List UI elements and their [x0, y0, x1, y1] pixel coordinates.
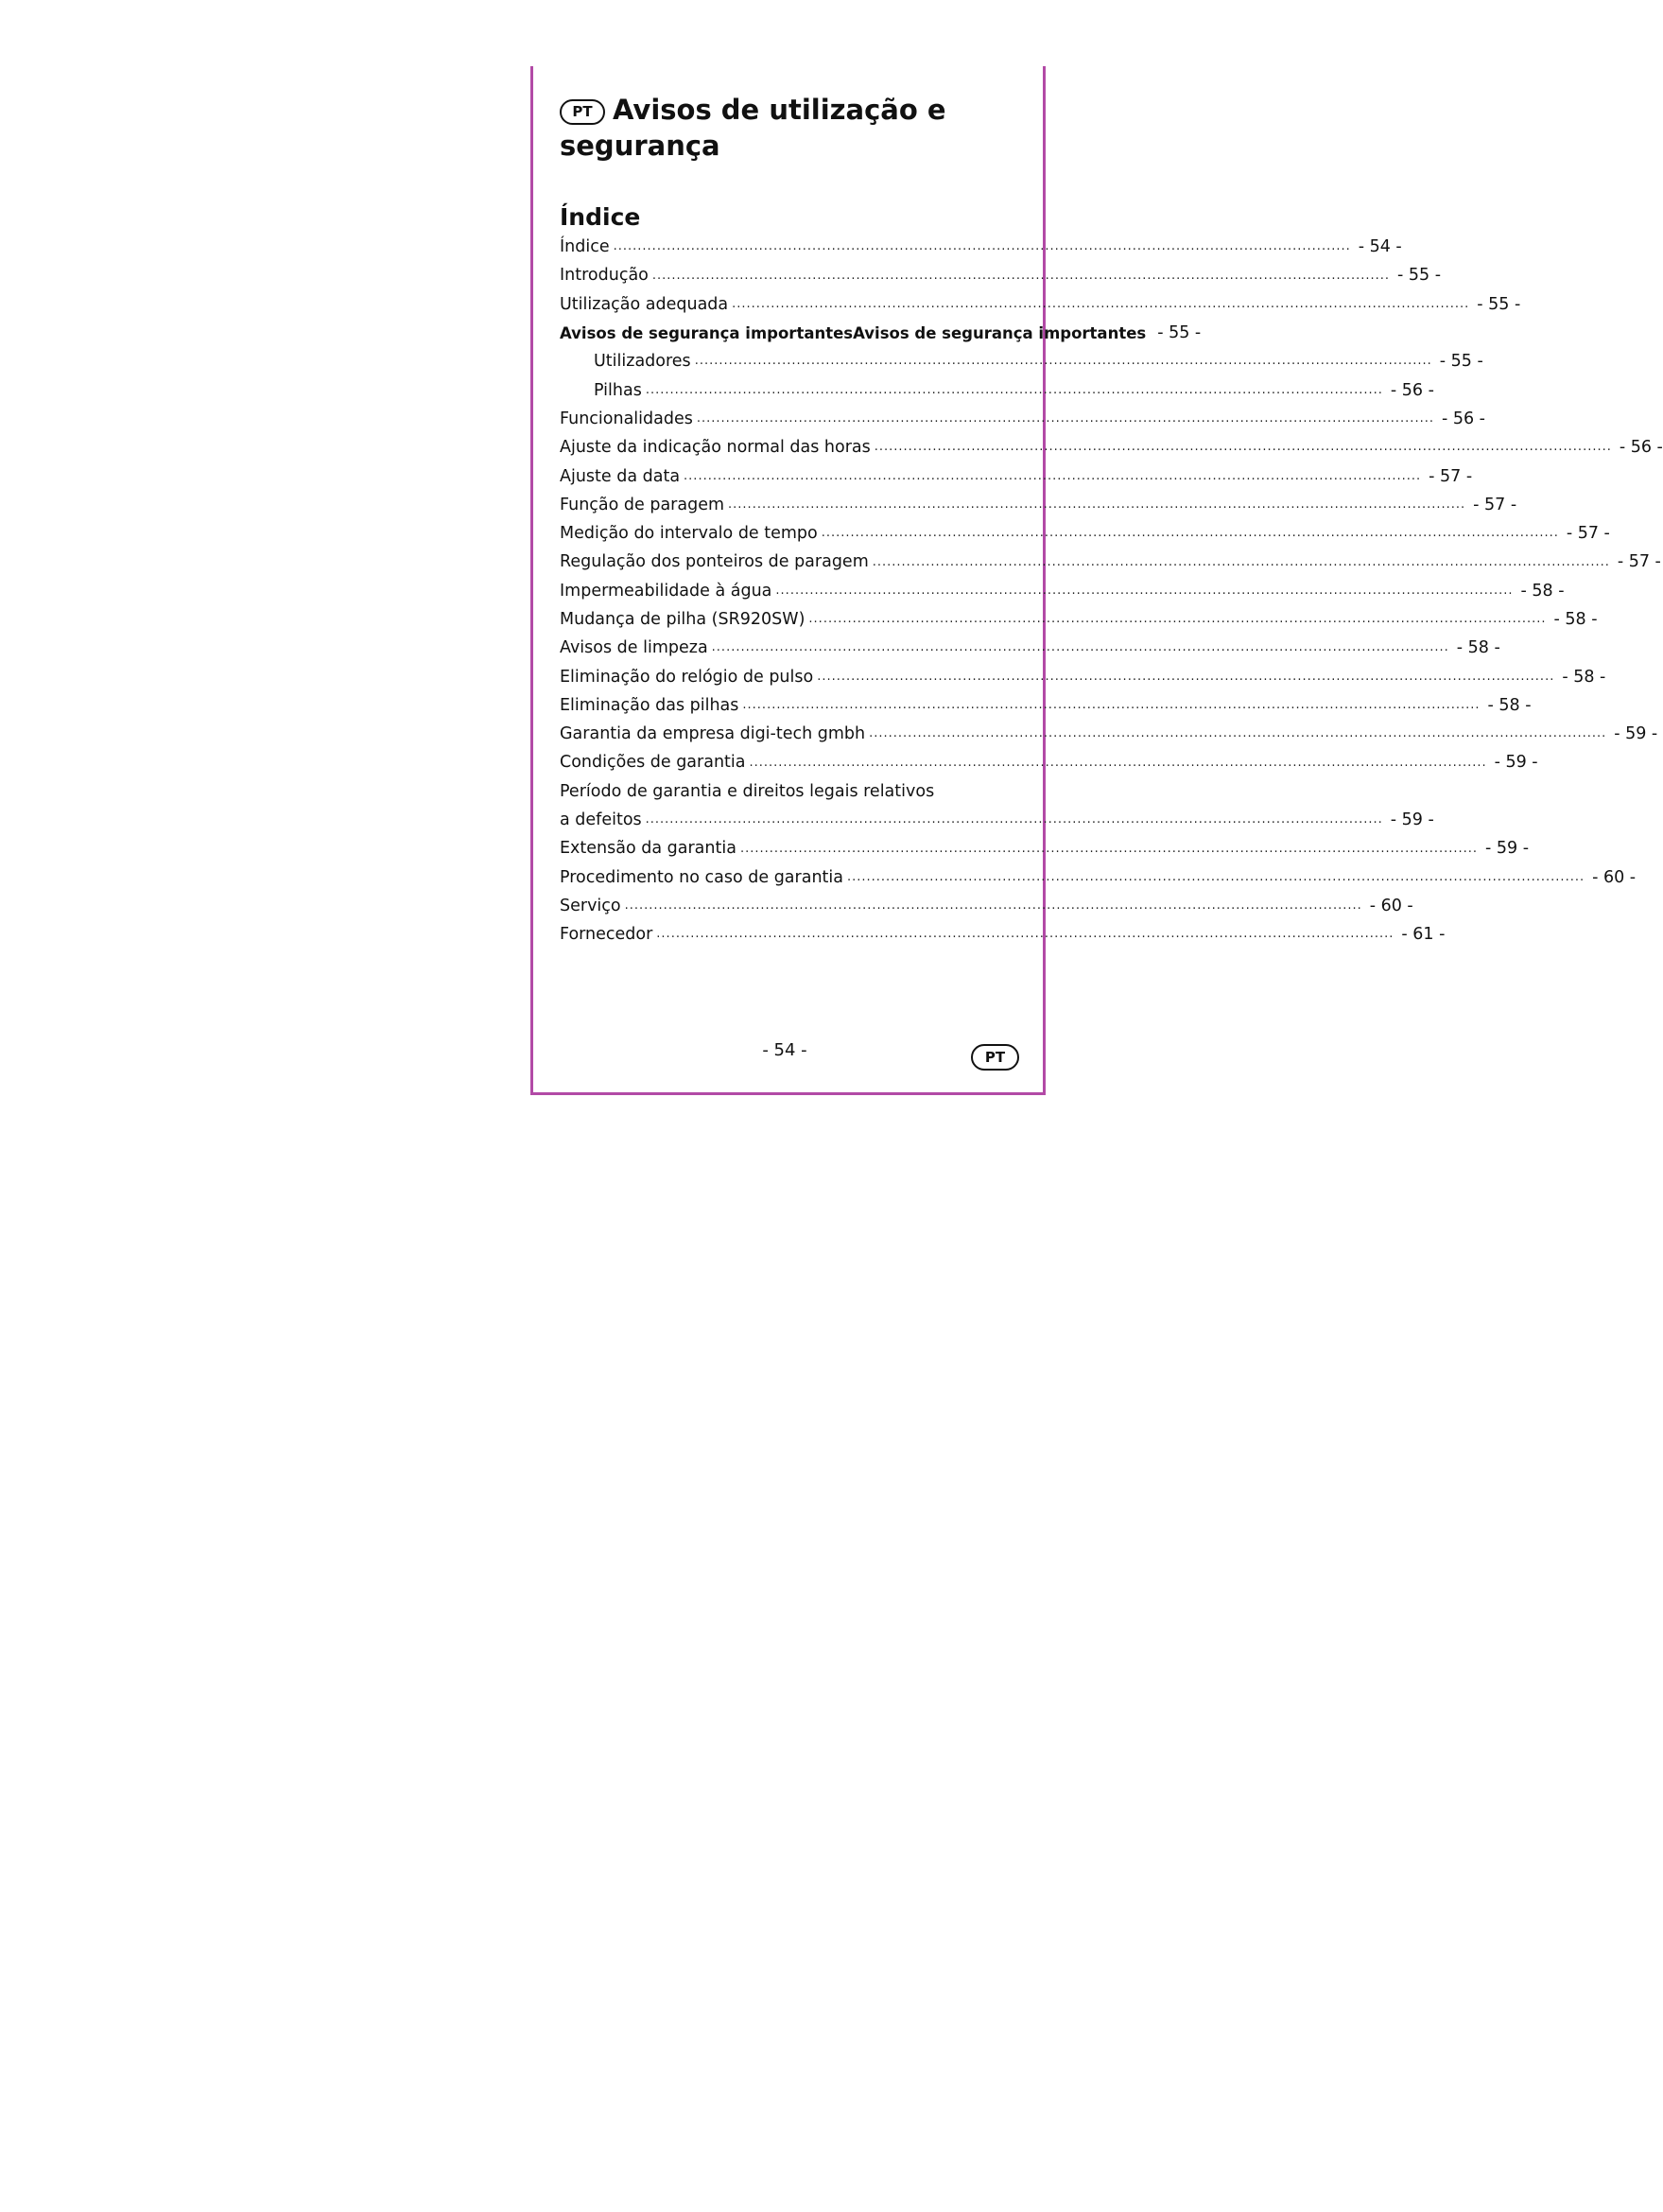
toc-entry[interactable] [560, 290, 1521, 319]
toc-entry-page: - 55 - [1157, 323, 1202, 343]
dot-leader [732, 297, 1469, 319]
toc-entry-page: - 57 - [1566, 524, 1610, 544]
toc-entry-page: - 59 - [1485, 839, 1530, 859]
dot-leader [646, 812, 1383, 834]
toc-entry-label: Ajuste da data [560, 466, 681, 486]
dot-leader [740, 842, 1478, 863]
dot-leader [684, 469, 1421, 491]
toc-title: Índice [560, 203, 641, 231]
toc-entry-label: Serviço [560, 896, 621, 915]
toc-entry-page: - 58 - [1520, 581, 1565, 601]
toc-entry-label: Pilhas [594, 380, 642, 400]
toc-entry-label: Avisos de limpeza [560, 638, 708, 658]
toc-entry-page: - 57 - [1429, 466, 1473, 486]
toc-entry-page: - 54 - [1358, 237, 1402, 257]
toc-entry[interactable] [560, 519, 1610, 548]
dot-leader [750, 756, 1487, 777]
toc-entry-label: Período de garantia e direitos legais relativos [560, 781, 935, 801]
toc-entry[interactable] [560, 806, 1434, 834]
toc-entry-page: - 55 - [1477, 294, 1521, 314]
toc-entry-page: - 57 - [1617, 552, 1661, 572]
toc-entry-page: - 59 - [1494, 753, 1538, 773]
toc-subentry[interactable] [560, 375, 1434, 404]
toc-entry-page: - 59 - [1614, 724, 1658, 744]
toc-entry[interactable] [560, 720, 1658, 748]
toc-entry-page: - 58 - [1487, 695, 1532, 715]
toc-entry-label: Impermeabilidade à água [560, 581, 772, 601]
toc-entry-label: a defeitos [560, 810, 642, 830]
dot-leader [656, 927, 1394, 949]
toc-entry-label: Utilizadores [594, 352, 691, 372]
toc-entry-page: - 55 - [1439, 352, 1483, 372]
toc-entry[interactable] [560, 777, 1031, 806]
toc-entry-page: - 56 - [1390, 380, 1434, 400]
toc-entry-label: Introdução [560, 266, 649, 286]
toc-entry[interactable] [560, 548, 1661, 576]
section-title [560, 92, 1004, 164]
dot-leader [875, 440, 1612, 462]
toc-entry-label: Índice [560, 237, 610, 257]
dot-leader [652, 269, 1390, 290]
toc-entry-label: Condições de garantia [560, 753, 746, 773]
dot-leader [742, 698, 1480, 720]
dot-leader [728, 497, 1465, 519]
dot-leader [695, 354, 1432, 375]
dot-leader [808, 612, 1546, 634]
toc-entry-page: - 58 - [1456, 638, 1500, 658]
toc-entry-page: - 58 - [1562, 667, 1606, 687]
toc-entry-page: - 56 - [1441, 409, 1485, 428]
toc-entry-label: Utilização adequada [560, 294, 729, 314]
toc-entry-label: Ajuste da indicação normal das horas [560, 438, 871, 458]
toc-entry[interactable] [560, 662, 1606, 690]
toc-entry[interactable] [560, 405, 1485, 433]
toc-entry[interactable] [560, 433, 1663, 462]
dot-leader [775, 583, 1513, 605]
dot-leader [625, 898, 1362, 920]
language-badge-pt: PT [560, 99, 605, 125]
dot-leader [697, 411, 1434, 433]
toc-entry-label: Mudança de pilha (SR920SW) [560, 610, 806, 629]
toc-entry[interactable] [560, 491, 1517, 519]
toc-entry[interactable] [560, 920, 1446, 949]
toc-entry-page: - 60 - [1592, 867, 1637, 887]
toc-entry-page: - 57 - [1473, 495, 1517, 514]
dot-leader [817, 670, 1554, 691]
toc-entry-page: - 58 - [1553, 610, 1598, 629]
dot-leader [614, 239, 1351, 261]
toc-entry-page: - 55 - [1396, 266, 1442, 286]
dot-leader [822, 526, 1559, 548]
toc-entry[interactable] [560, 892, 1413, 920]
toc-entry[interactable] [560, 261, 1442, 289]
dot-leader [712, 640, 1449, 662]
toc-entry[interactable] [560, 462, 1473, 490]
language-badge-pt-footer: PT [971, 1044, 1019, 1071]
toc-entry-label: Funcionalidades [560, 409, 693, 428]
toc-entry-label: Medição do intervalo de tempo [560, 524, 818, 544]
toc-entry[interactable] [560, 233, 1402, 261]
toc-subentry[interactable] [560, 347, 1483, 375]
toc-entry-label: Garantia da empresa digi-tech gmbh [560, 724, 866, 744]
toc-entry-label: Extensão da garantia [560, 839, 736, 859]
dot-leader [847, 870, 1585, 892]
toc-entry[interactable] [560, 748, 1538, 776]
toc-entry-page: - 60 - [1369, 896, 1413, 915]
table-of-contents [560, 233, 1663, 949]
toc-entry[interactable] [560, 834, 1530, 862]
toc-entry[interactable] [560, 605, 1598, 634]
toc-entry[interactable] [560, 863, 1637, 892]
dot-leader [646, 383, 1383, 405]
dot-leader [873, 555, 1610, 577]
toc-entry-label: Função de paragem [560, 495, 725, 514]
toc-entry[interactable] [560, 319, 1202, 347]
toc-entry-page: - 59 - [1390, 810, 1434, 830]
toc-entry-label: Eliminação do relógio de pulso [560, 667, 814, 687]
page-number: - 54 - [762, 1040, 807, 1060]
toc-entry-label: Regulação dos ponteiros de paragem [560, 552, 869, 572]
dot-leader [869, 726, 1606, 748]
toc-entry-page: - 61 - [1401, 925, 1446, 945]
toc-entry-label: Avisos de segurança importantesAvisos de segurança importantes [560, 323, 1147, 342]
toc-entry-label: Eliminação das pilhas [560, 695, 739, 715]
toc-entry[interactable] [560, 634, 1500, 662]
toc-entry-page: - 56 - [1619, 438, 1663, 458]
toc-entry[interactable] [560, 691, 1532, 720]
toc-entry-label: Fornecedor [560, 925, 653, 945]
toc-entry-label: Procedimento no caso de garantia [560, 867, 843, 887]
section-title-line2: segurança [560, 130, 720, 162]
toc-entry[interactable] [560, 577, 1565, 605]
section-title-line1: Avisos de utilização e [613, 94, 946, 126]
